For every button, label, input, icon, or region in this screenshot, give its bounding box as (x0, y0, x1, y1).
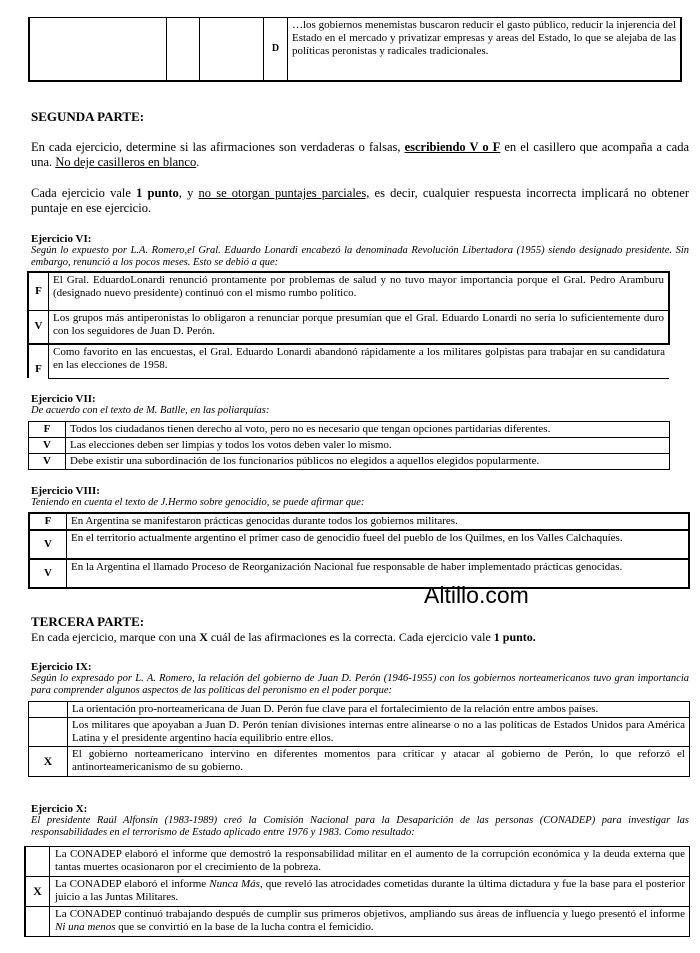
answer-text (50, 907, 690, 937)
answer-mark: F (28, 272, 49, 310)
report-title: Ni una menos (55, 921, 116, 933)
answer-text: En la Argentina el llamado Proceso de Reorganización Nacional fue responsable de haber implementado prácticas genocidas. (67, 559, 690, 588)
answer-text: Los grupos más antiperonistas lo obligaron a renunciar porque presumían que el Gral. Eduardo Lonardi no sería lo suficientemente duro con los seguidores de Juan D. Perón. (49, 310, 670, 344)
answer-mark: F (28, 344, 49, 378)
option-letter: D (264, 18, 288, 81)
text: . (196, 155, 200, 169)
exercise-intro: De acuerdo con el texto de M. Batlle, en las poliarquías: (31, 405, 270, 416)
answer-text: El Gral. EduardoLonardi renunció prontamente por problemas de salud y no tuvo mayor importancia porque el Gral. Pedro Aramburu (designado nuevo presidente) continuó con el mismo rumbo político. (49, 272, 670, 310)
text: , que reveló las atrocidades cometidas durante la última dictadura y fue la base para el posterior juicio a las Juntas Militares. (55, 878, 686, 903)
answer-text: Como favorito en las encuestas, el Gral. Eduardo Lonardi abandonó rápidamente a los militares golpistas para trabajar en su candidatura en las elecciones de 1958. (49, 344, 670, 378)
answer-text: En el territorio actualmente argentino el primer caso de genocidio fueel del pueblo de los Quilmes, en los Valles Calchaquíes. (67, 530, 690, 559)
answer-text: Debe existir una subordinación de los funcionarios públicos no elegidos a aquellos elegidos popularmente. (66, 454, 670, 470)
exercise-title: Ejercicio IX: (31, 661, 92, 673)
answer-text: Todos los ciudadanos tienen derecho al voto, pero no es necesario que tengan opciones partidarias diferentes. (66, 422, 670, 438)
answer-text: La orientación pro-norteamericana de Juan D. Perón fue clave para el fortalecimiento de la relación entre ambos países. (68, 702, 690, 718)
scoring-paragraph (31, 186, 689, 216)
empty-cell (167, 18, 200, 81)
answer-table-ex8 (28, 512, 690, 589)
text: En cada ejercicio, determine si las afirmaciones son verdaderas o falsas, (31, 140, 405, 154)
answer-mark: V (29, 438, 66, 454)
empty-cell (200, 18, 264, 81)
answer-mark: X (25, 877, 50, 907)
answer-mark: V (29, 530, 67, 559)
answer-mark: F (29, 422, 66, 438)
answer-mark: V (29, 559, 67, 588)
answer-mark (29, 718, 68, 747)
answer-table-ex10 (24, 846, 690, 937)
top-answer-table (28, 17, 682, 82)
answer-mark: V (29, 454, 66, 470)
exercise-title: Ejercicio VII: (31, 393, 96, 405)
text: Cada ejercicio vale (31, 186, 137, 200)
text: En cada ejercicio, marque con una (31, 630, 200, 644)
text: La CONADEP elaboró el informe (55, 878, 210, 890)
option-text: …los gobiernos menemistas buscaron reducir el gasto público, reducir la injerencia del Estado en el mercado y privatizar empresas y areas del Estado, lo que se alejaba de las políticas peronistas y radicales tradicionales. (288, 18, 682, 81)
text: cuál de las afirmaciones es la correcta. Cada ejercicio vale (207, 630, 494, 644)
answer-mark (25, 847, 50, 877)
answer-text: En Argentina se manifestaron prácticas genocidas durante todos los gobiernos militares. (67, 513, 690, 530)
emphasis: 1 punto (136, 186, 179, 200)
exercise-intro: Según lo expresado por L. A. Romero, la relación del gobierno de Juan D. Perón (1946-1955) con los gobiernos norteamericanos tuvo gran importancia para comprender algunos aspectos de las políticas del peronismo en el poder porque: (31, 673, 689, 696)
empty-cell (29, 18, 167, 81)
instructions-paragraph (31, 140, 689, 170)
watermark: Altillo.com (424, 582, 529, 608)
answer-table-ex9 (28, 701, 690, 777)
text: que se convirtió en la base de la lucha contra el femicidio. (115, 921, 374, 933)
emphasis: no se otorgan puntajes parciales, (198, 186, 370, 200)
answer-mark: X (29, 747, 68, 777)
answer-text: La CONADEP elaboró el informe que demostró la responsabilidad militar en el aumento de la corrupción económica y la deuda externa que tantas muertes ocasionaron por el crecimiento de la pobreza. (50, 847, 690, 877)
answer-text: El gobierno norteamericano intervino en diferentes momentos para criticar y atacar al gobierno de Perón, lo que reforzó el antinorteamericanismo de su gobierno. (68, 747, 690, 777)
answer-table-ex6 (27, 271, 670, 379)
emphasis: escribiendo V o F (404, 140, 501, 154)
answer-text: Las elecciones deben ser limpias y todos los votos deben valer lo mismo. (66, 438, 670, 454)
answer-table-ex7 (28, 421, 670, 470)
answer-text (50, 877, 690, 907)
answer-text: Los militares que apoyaban a Juan D. Perón tenían divisiones internas entre alinearse o no a las políticas de Estados Unidos para América Latina y el presidente argentino hacía equilibrio entre ellos. (68, 718, 690, 747)
instructions-paragraph (31, 630, 689, 645)
text: La CONADEP continuó trabajando después de cumplir sus primeros objetivos, ampliando sus áreas de influencia y luego presentó el informe (55, 908, 685, 920)
emphasis: X (199, 630, 208, 644)
exercise-title: Ejercicio X: (31, 803, 88, 815)
answer-mark: F (29, 513, 67, 530)
section-heading-part3: TERCERA PARTE: (31, 614, 145, 629)
text: en el casillero que acompaña a cada una. (31, 140, 689, 169)
exercise-title: Ejercicio VI: (31, 233, 92, 245)
emphasis: 1 punto. (493, 630, 536, 644)
exercise-intro: Teniendo en cuenta el texto de J.Hermo sobre genocidio, se puede afirmar que: (31, 497, 365, 508)
answer-mark (25, 907, 50, 937)
emphasis: No deje casilleros en blanco (55, 155, 197, 169)
report-title: Nunca Más (209, 878, 260, 890)
text: , y (178, 186, 199, 200)
exercise-intro: El presidente Raúl Alfonsín (1983-1989) creó la Comisión Nacional para la Desaparición de las personas (CONADEP) para investigar las responsabilidades en el terrorismo de Estado aplicado entre 1976 y 1983. Como resultado: (31, 815, 689, 838)
answer-mark (29, 702, 68, 718)
text: es decir, cualquier respuesta incorrecta implicará no obtener puntaje en ese ejercicio. (31, 186, 689, 215)
answer-mark: V (28, 310, 49, 344)
section-heading-part2: SEGUNDA PARTE: (31, 109, 145, 124)
exercise-title: Ejercicio VIII: (31, 485, 100, 497)
exercise-intro: Según lo expuesto por L.A. Romero,el Gral. Eduardo Lonardi encabezó la denominada Revolución Libertadora (1955) siendo designado presidente. Sin embargo, renunció a los pocos meses. Esto se debió a que: (31, 245, 689, 268)
